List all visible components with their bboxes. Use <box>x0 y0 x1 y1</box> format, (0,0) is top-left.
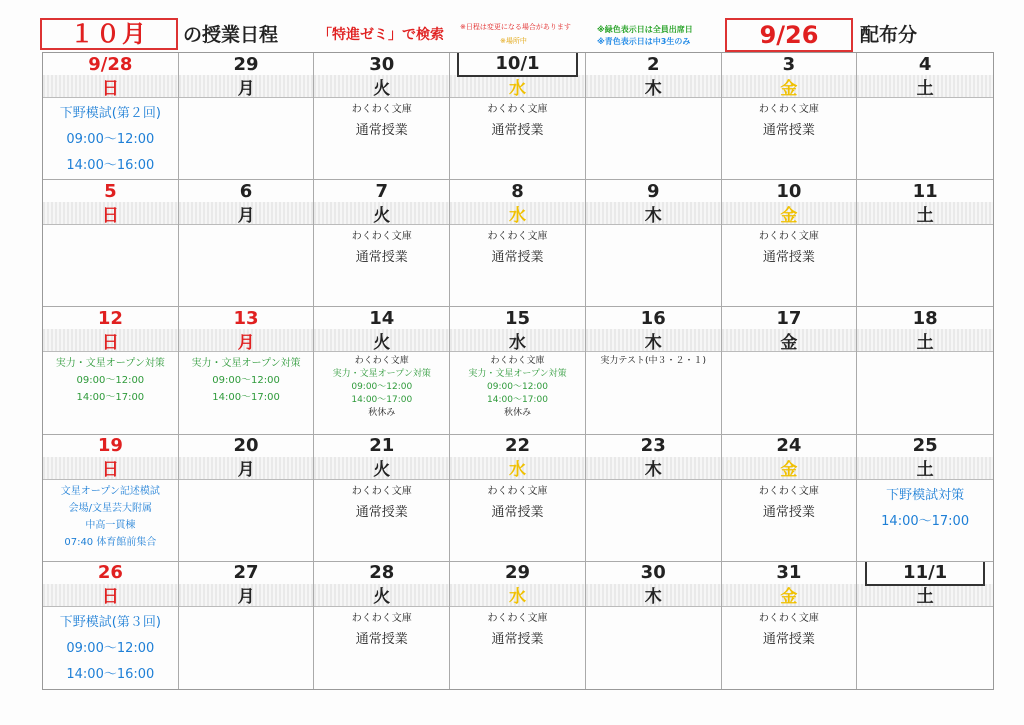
event-line: わくわく文庫 <box>490 356 545 367</box>
event-line: わくわく文庫 <box>354 356 409 367</box>
calendar-day <box>314 180 450 307</box>
day-number-text: 11 <box>912 180 938 202</box>
weekday-label: 金 <box>722 584 857 607</box>
calendar-day <box>586 435 722 562</box>
event-line: わくわく文庫 <box>758 231 819 243</box>
weekday-label: 金 <box>722 75 857 98</box>
weekday-label: 日 <box>43 457 178 480</box>
day-events <box>722 98 857 144</box>
day-number-text: 25 <box>912 435 938 457</box>
day-events <box>450 98 585 144</box>
calendar-day <box>722 53 858 180</box>
weekday-label: 木 <box>586 457 721 480</box>
calendar-day <box>43 53 179 180</box>
calendar-day <box>179 435 315 562</box>
weekday-label: 月 <box>179 202 314 225</box>
day-number-text: 24 <box>776 435 802 457</box>
day-number-text: 29 <box>504 562 531 584</box>
day-events <box>43 607 178 688</box>
weekday-label: 土 <box>857 584 993 607</box>
event-line: 07:40 体育館前集合 <box>64 536 157 548</box>
day-number-text: 28 <box>369 562 395 584</box>
event-line: 実力・文星オープン対策 <box>468 369 567 380</box>
legend-green: ※緑色表示日は全員出席日 <box>597 25 693 34</box>
weekday-label: 土 <box>857 202 993 225</box>
day-number-text: 5 <box>104 180 117 202</box>
day-events <box>450 480 585 526</box>
day-number <box>586 307 721 329</box>
event-line: 14:00～17:00 <box>351 395 413 406</box>
event-line: 09:00～12:00 <box>487 382 548 393</box>
event-line: 通常授業 <box>491 504 544 520</box>
day-events <box>857 480 993 535</box>
day-number <box>857 435 993 457</box>
weekday-label: 火 <box>314 75 449 98</box>
event-line: わくわく文庫 <box>758 612 819 624</box>
weekday-label: 日 <box>43 75 178 98</box>
day-events <box>179 352 314 406</box>
weekday-label: 水 <box>450 75 585 98</box>
event-line: 文星オープン記述模試 <box>60 485 160 497</box>
day-number <box>857 307 993 329</box>
distribution-date: 9/26 <box>725 18 853 52</box>
search-hint: 「特進ゼミ」で検索 <box>318 27 444 43</box>
day-number <box>314 562 449 584</box>
weekday-label: 金 <box>722 457 857 480</box>
day-number <box>450 435 585 457</box>
weekday-label: 水 <box>450 329 585 352</box>
day-number <box>857 562 993 584</box>
day-number <box>314 180 449 202</box>
calendar-day <box>450 435 586 562</box>
weekday-label: 火 <box>314 202 449 225</box>
event-line: 実力・文星オープン対策 <box>55 358 165 370</box>
calendar-day <box>450 53 586 180</box>
calendar-day <box>586 53 722 180</box>
calendar-day <box>43 307 179 434</box>
calendar-day <box>857 53 993 180</box>
calendar-day <box>314 435 450 562</box>
day-number <box>722 53 857 75</box>
day-events <box>586 352 721 368</box>
calendar-day <box>450 180 586 307</box>
day-number-text: 18 <box>912 307 938 329</box>
calendar-day <box>857 562 993 689</box>
weekday-label: 火 <box>314 329 449 352</box>
day-events <box>43 480 178 551</box>
weekday-label: 水 <box>450 202 585 225</box>
day-number-text: 11/1 <box>865 562 985 586</box>
event-line: 14:00～16:00 <box>66 666 155 682</box>
day-events <box>43 98 178 179</box>
calendar-day <box>179 180 315 307</box>
calendar-day <box>722 180 858 307</box>
weekday-label: 木 <box>586 75 721 98</box>
day-number-text: 12 <box>97 307 123 329</box>
day-number-text: 19 <box>97 435 123 457</box>
calendar-day <box>179 307 315 434</box>
day-events <box>314 352 449 420</box>
weekday-label: 水 <box>450 584 585 607</box>
weekday-label: 金 <box>722 202 857 225</box>
weekday-label: 火 <box>314 457 449 480</box>
event-line: 09:00～12:00 <box>76 375 145 387</box>
event-line: 通常授業 <box>762 631 815 647</box>
day-events <box>43 352 178 406</box>
event-line: 通常授業 <box>355 631 408 647</box>
weekday-label: 月 <box>179 457 314 480</box>
day-number <box>179 435 314 457</box>
day-number-text: 17 <box>776 307 802 329</box>
event-line: 通常授業 <box>491 250 544 266</box>
event-line: わくわく文庫 <box>351 612 412 624</box>
day-number <box>857 180 993 202</box>
event-line: わくわく文庫 <box>487 231 548 243</box>
day-number-text: 8 <box>511 180 524 202</box>
day-number <box>179 307 314 329</box>
calendar-day <box>179 53 315 180</box>
change-note: ※日程は変更になる場合があります <box>460 23 571 31</box>
event-line: 09:00～12:00 <box>212 375 280 387</box>
event-line: わくわく文庫 <box>758 485 819 497</box>
day-events <box>722 480 857 526</box>
day-number-text: 21 <box>369 435 395 457</box>
weekday-label: 土 <box>857 329 993 352</box>
event-line: 通常授業 <box>491 123 544 138</box>
day-number <box>722 307 857 329</box>
day-number-text: 6 <box>239 180 253 202</box>
day-number-text: 23 <box>640 435 666 457</box>
day-number <box>43 53 178 75</box>
calendar-day <box>43 180 179 307</box>
day-events <box>314 480 449 526</box>
event-line: 下野模試(第３回) <box>59 614 161 630</box>
day-number-text: 13 <box>233 307 259 329</box>
calendar-grid <box>42 52 994 690</box>
weekday-label: 月 <box>179 329 314 352</box>
day-number <box>722 435 857 457</box>
weekday-label: 土 <box>857 75 993 98</box>
day-events <box>314 98 449 144</box>
day-number-text: 4 <box>918 53 932 75</box>
event-line: 通常授業 <box>762 504 815 520</box>
event-line: 14:00～17:00 <box>487 395 548 406</box>
day-number <box>450 180 585 202</box>
event-line: 通常授業 <box>762 250 815 266</box>
event-line: 秋休み <box>503 408 531 419</box>
calendar-day <box>857 307 993 434</box>
calendar-day <box>722 307 858 434</box>
day-events <box>450 352 585 420</box>
day-number-text: 29 <box>233 53 259 75</box>
event-line: 秋休み <box>368 408 396 419</box>
weekday-label: 月 <box>179 75 314 98</box>
calendar-day <box>722 562 858 689</box>
event-line: 通常授業 <box>355 250 408 266</box>
day-events <box>314 225 449 271</box>
page-title: の授業日程 <box>183 24 279 46</box>
day-number-text: 2 <box>646 53 660 75</box>
pending-note: ※場所中 <box>500 37 527 45</box>
event-line: 14:00～17:00 <box>76 392 145 404</box>
day-number <box>43 435 178 457</box>
day-number <box>179 53 314 75</box>
calendar-day <box>857 435 993 562</box>
calendar-day <box>314 307 450 434</box>
event-line: 通常授業 <box>762 123 815 138</box>
event-line: わくわく文庫 <box>487 612 548 624</box>
event-line: 14:00～16:00 <box>66 158 155 173</box>
day-number-text: 9/28 <box>88 53 133 75</box>
day-number-text: 16 <box>640 307 666 329</box>
event-line: 実力・文星オープン対策 <box>191 358 301 370</box>
event-line: 14:00～17:00 <box>212 392 280 404</box>
event-line: 下野模試(第２回) <box>59 106 161 121</box>
event-line: 実力・文星オープン対策 <box>332 369 431 380</box>
weekday-label: 木 <box>586 202 721 225</box>
event-line: 通常授業 <box>491 631 544 647</box>
day-number <box>722 180 857 202</box>
day-number <box>179 180 314 202</box>
day-number-text: 10 <box>776 180 802 202</box>
calendar-day <box>586 180 722 307</box>
calendar-day <box>450 307 586 434</box>
day-number-text: 14 <box>369 307 395 329</box>
day-number <box>586 435 721 457</box>
event-line: 通常授業 <box>355 123 408 138</box>
day-number-text: 15 <box>504 307 531 329</box>
event-line: 通常授業 <box>355 504 408 520</box>
day-number <box>586 180 721 202</box>
day-number <box>722 562 857 584</box>
event-line: わくわく文庫 <box>487 485 548 497</box>
weekday-label: 火 <box>314 584 449 607</box>
weekday-label: 日 <box>43 584 178 607</box>
event-line: 09:00～12:00 <box>66 640 155 656</box>
day-number-text: 22 <box>504 435 531 457</box>
day-events <box>722 225 857 271</box>
day-number-text: 10/1 <box>457 53 577 77</box>
event-line: 実力テスト(中３・２・１) <box>600 356 707 367</box>
day-number <box>857 53 993 75</box>
event-line: わくわく文庫 <box>351 485 412 497</box>
distribution-label: 配布分 <box>860 24 918 46</box>
legend-blue: ※青色表示日は中3生のみ <box>597 37 691 46</box>
day-number <box>586 53 721 75</box>
event-line: わくわく文庫 <box>351 231 412 243</box>
day-number-text: 7 <box>375 180 389 202</box>
calendar-day <box>586 562 722 689</box>
weekday-label: 木 <box>586 329 721 352</box>
calendar-day <box>586 307 722 434</box>
weekday-label: 金 <box>722 329 857 352</box>
day-number <box>450 307 585 329</box>
event-line: 下野模試対策 <box>886 487 965 503</box>
day-number <box>43 562 178 584</box>
day-number-text: 20 <box>233 435 259 457</box>
month-box: １０月 <box>40 18 178 50</box>
calendar-day <box>43 562 179 689</box>
event-line: 会場/文星芸大附属 <box>68 502 153 514</box>
day-number <box>314 435 449 457</box>
day-number <box>450 562 585 584</box>
calendar-day <box>314 53 450 180</box>
day-number <box>43 180 178 202</box>
calendar-day <box>179 562 315 689</box>
day-number <box>314 307 449 329</box>
day-events <box>450 225 585 271</box>
day-number <box>586 562 721 584</box>
event-line: 14:00～17:00 <box>881 513 970 529</box>
weekday-label: 月 <box>179 584 314 607</box>
day-events <box>722 607 857 653</box>
weekday-label: 土 <box>857 457 993 480</box>
calendar-day <box>722 435 858 562</box>
day-number-text: 31 <box>776 562 802 584</box>
weekday-label: 日 <box>43 329 178 352</box>
calendar-day <box>43 435 179 562</box>
day-number-text: 9 <box>646 180 660 202</box>
event-line: わくわく文庫 <box>351 104 412 115</box>
day-number-text: 30 <box>640 562 666 584</box>
day-number-text: 27 <box>233 562 259 584</box>
day-number <box>43 307 178 329</box>
calendar-day <box>857 180 993 307</box>
calendar-day <box>314 562 450 689</box>
day-number <box>314 53 449 75</box>
day-number <box>179 562 314 584</box>
event-line: 09:00～12:00 <box>351 382 413 393</box>
event-line: 中高一貫棟 <box>85 519 136 531</box>
day-number-text: 26 <box>97 562 123 584</box>
day-number-text: 30 <box>369 53 395 75</box>
weekday-label: 木 <box>586 584 721 607</box>
weekday-label: 水 <box>450 457 585 480</box>
calendar-day <box>450 562 586 689</box>
day-events <box>314 607 449 653</box>
event-line: わくわく文庫 <box>487 104 548 115</box>
day-events <box>450 607 585 653</box>
event-line: わくわく文庫 <box>758 104 819 115</box>
weekday-label: 日 <box>43 202 178 225</box>
day-number-text: 3 <box>782 53 796 75</box>
day-number <box>450 53 585 75</box>
event-line: 09:00～12:00 <box>66 132 155 147</box>
